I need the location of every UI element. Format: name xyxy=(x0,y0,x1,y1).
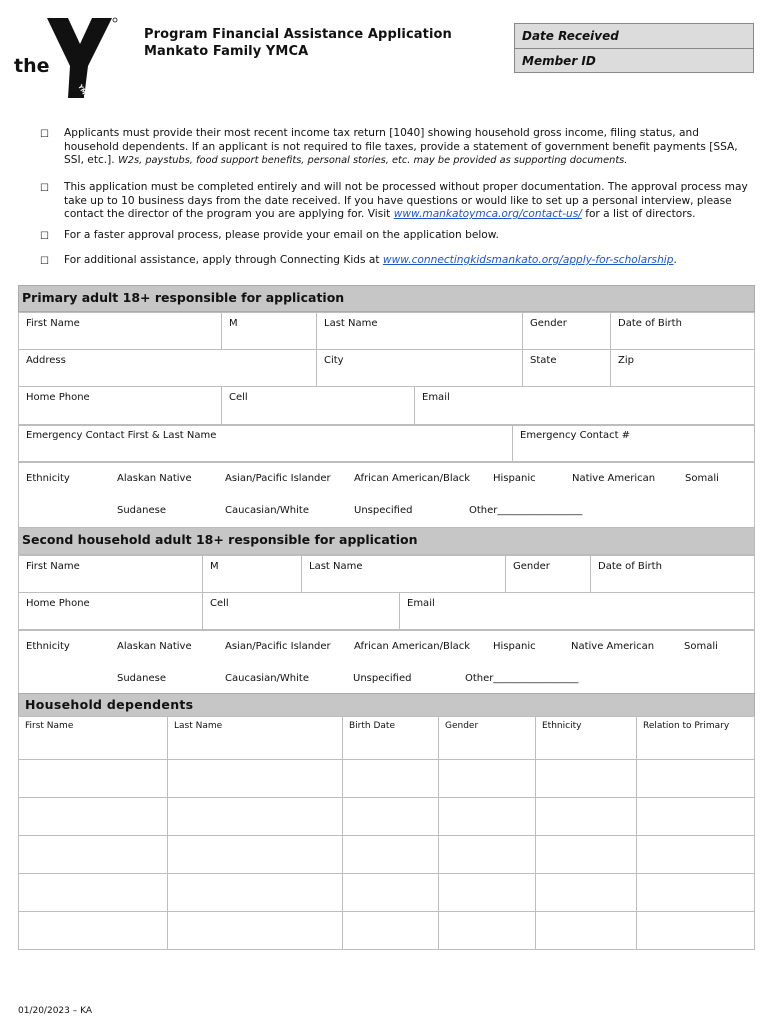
column-header: Ethnicity xyxy=(536,717,637,760)
primary-address[interactable]: Address xyxy=(19,350,317,387)
table-cell[interactable] xyxy=(168,836,343,874)
second-adult-heading: Second household adult 18+ responsible for application xyxy=(18,527,755,555)
instruction-1: ☐ Applicants must provide their most recent income tax return [1040] showing household gross income, filing status, and household dependents. If an applicant is not required to file taxes, provide a statement of government benefit payments [SSA, SSI, etc.]. W2s, paystubs, food support benefits, personal stories, etc. may be provided as supporting documents. xyxy=(40,127,738,167)
table-cell[interactable] xyxy=(637,836,755,874)
svg-text:the: the xyxy=(14,55,50,77)
form-title-block xyxy=(144,26,452,60)
table-cell[interactable] xyxy=(536,760,637,798)
primary-zip[interactable]: Zip xyxy=(611,350,755,387)
page-title: Program Financial Assistance Application xyxy=(144,27,452,42)
ethnicity-option[interactable]: Somali xyxy=(684,641,718,652)
ethnicity-option[interactable]: Alaskan Native xyxy=(117,473,192,484)
ethnicity-label: Ethnicity xyxy=(26,641,70,652)
ethnicity-option[interactable]: Unspecified xyxy=(353,673,412,684)
page-subtitle: Mankato Family YMCA xyxy=(144,44,309,59)
table-cell[interactable] xyxy=(343,760,439,798)
primary-emergency-row xyxy=(18,424,755,463)
ethnicity-option[interactable]: Caucasian/White xyxy=(225,673,309,684)
second-gender[interactable]: Gender xyxy=(506,556,591,593)
table-cell[interactable] xyxy=(343,836,439,874)
office-use-box xyxy=(514,23,754,73)
column-header: First Name xyxy=(19,717,168,760)
primary-adult-heading: Primary adult 18+ responsible for application xyxy=(18,285,755,312)
table-cell[interactable] xyxy=(343,798,439,836)
table-cell[interactable] xyxy=(637,874,755,912)
instruction-3: ☐ For a faster approval process, please provide your email on the application below. xyxy=(40,229,499,242)
table-row[interactable] xyxy=(19,798,755,836)
table-cell[interactable] xyxy=(637,798,755,836)
emergency-contact-number[interactable]: Emergency Contact # xyxy=(513,425,755,463)
primary-first-name[interactable]: First Name xyxy=(19,313,222,350)
table-cell[interactable] xyxy=(19,760,168,798)
ethnicity-option[interactable]: African American/Black xyxy=(354,641,471,652)
second-home-phone[interactable]: Home Phone xyxy=(19,593,203,631)
table-cell[interactable] xyxy=(19,874,168,912)
column-header: Birth Date xyxy=(343,717,439,760)
primary-adult-fields xyxy=(18,312,755,350)
table-header-row xyxy=(19,717,755,760)
checkbox-icon[interactable]: ☐ xyxy=(40,256,49,267)
table-cell[interactable] xyxy=(536,798,637,836)
table-cell[interactable] xyxy=(536,836,637,874)
table-cell[interactable] xyxy=(439,912,536,950)
ethnicity-label: Ethnicity xyxy=(26,473,70,484)
second-dob[interactable]: Date of Birth xyxy=(591,556,755,593)
table-cell[interactable] xyxy=(637,760,755,798)
primary-phone-row xyxy=(18,386,755,426)
primary-email[interactable]: Email xyxy=(415,387,755,426)
ethnicity-option[interactable]: Sudanese xyxy=(117,505,167,516)
table-cell[interactable] xyxy=(439,874,536,912)
contact-link[interactable]: www.mankatoymca.org/contact-us/ xyxy=(393,208,582,221)
dependents-heading: Household dependents xyxy=(18,693,755,717)
ethnicity-option[interactable]: Caucasian/White xyxy=(225,505,309,516)
second-last-name[interactable]: Last Name xyxy=(302,556,506,593)
primary-last-name[interactable]: Last Name xyxy=(317,313,523,350)
table-cell[interactable] xyxy=(19,836,168,874)
table-cell[interactable] xyxy=(168,874,343,912)
instruction-4: ☐ For additional assistance, apply through Connecting Kids at www.connectingkidsmankato.org/apply-for-scholarship. xyxy=(40,254,677,267)
svg-text:YMCA: YMCA xyxy=(76,83,93,100)
ethnicity-option[interactable]: Asian/Pacific Islander xyxy=(225,641,331,652)
ethnicity-option[interactable]: Unspecified xyxy=(354,505,413,516)
ethnicity-option[interactable]: Hispanic xyxy=(493,641,536,652)
primary-dob[interactable]: Date of Birth xyxy=(611,313,755,350)
member-id-field[interactable]: Member ID xyxy=(515,48,753,72)
table-cell[interactable] xyxy=(19,798,168,836)
ethnicity-option[interactable]: Asian/Pacific Islander xyxy=(225,473,331,484)
primary-gender[interactable]: Gender xyxy=(523,313,611,350)
ethnicity-option[interactable]: African American/Black xyxy=(354,473,471,484)
table-cell[interactable] xyxy=(168,912,343,950)
second-first-name[interactable]: First Name xyxy=(19,556,203,593)
instruction-2: ☐ This application must be completed entirely and will not be processed without proper documentation. The approval process may take up to 10 business days from the date received. If you have questions or would like to set up a personal interview, please contact the director of the program you are applying for. Visit www.mankatoymca.org/contact-us/ for a list of directors. xyxy=(40,181,748,221)
second-ethnicity xyxy=(18,629,755,694)
table-row[interactable] xyxy=(19,912,755,950)
second-phone-row xyxy=(18,592,755,631)
checkbox-icon[interactable]: ☐ xyxy=(40,129,49,140)
emergency-contact-name[interactable]: Emergency Contact First & Last Name xyxy=(19,425,513,463)
ethnicity-option[interactable]: Somali xyxy=(685,473,719,484)
second-cell[interactable]: Cell xyxy=(203,593,400,631)
table-cell[interactable] xyxy=(343,912,439,950)
ethnicity-option[interactable]: Hispanic xyxy=(493,473,536,484)
table-cell[interactable] xyxy=(168,760,343,798)
table-row[interactable] xyxy=(19,760,755,798)
ethnicity-option[interactable]: Sudanese xyxy=(117,673,167,684)
primary-cell[interactable]: Cell xyxy=(222,387,415,426)
connecting-kids-link[interactable]: www.connectingkidsmankato.org/apply-for-scholarship xyxy=(382,254,674,266)
date-received-field[interactable]: Date Received xyxy=(522,29,619,43)
primary-ethnicity xyxy=(18,461,755,528)
table-cell[interactable] xyxy=(168,798,343,836)
second-email[interactable]: Email xyxy=(400,593,755,631)
dependents-table xyxy=(18,716,755,950)
column-header: Relation to Primary xyxy=(637,717,755,760)
ymca-logo xyxy=(14,14,126,100)
ethnicity-option[interactable]: Native American xyxy=(571,641,655,652)
primary-state[interactable]: State xyxy=(523,350,611,387)
table-cell[interactable] xyxy=(637,912,755,950)
column-header: Last Name xyxy=(168,717,343,760)
checkbox-icon[interactable]: ☐ xyxy=(40,183,49,194)
ethnicity-other[interactable]: Other_________________ xyxy=(469,505,583,516)
checkbox-icon[interactable]: ☐ xyxy=(40,231,49,242)
table-row[interactable] xyxy=(19,874,755,912)
primary-middle[interactable]: M xyxy=(222,313,317,350)
table-row[interactable] xyxy=(19,836,755,874)
table-cell[interactable] xyxy=(536,874,637,912)
footer-date: 01/20/2023 – KA xyxy=(18,1006,92,1016)
table-cell[interactable] xyxy=(439,760,536,798)
second-adult-fields xyxy=(18,555,755,593)
ethnicity-other[interactable]: Other_________________ xyxy=(465,673,579,684)
primary-address-row xyxy=(18,349,755,387)
primary-home-phone[interactable]: Home Phone xyxy=(19,387,222,426)
table-cell[interactable] xyxy=(536,912,637,950)
table-cell[interactable] xyxy=(343,874,439,912)
table-cell[interactable] xyxy=(19,912,168,950)
ethnicity-option[interactable]: Native American xyxy=(572,473,656,484)
table-cell[interactable] xyxy=(439,836,536,874)
ethnicity-option[interactable]: Alaskan Native xyxy=(117,641,192,652)
table-cell[interactable] xyxy=(439,798,536,836)
second-middle[interactable]: M xyxy=(203,556,302,593)
primary-city[interactable]: City xyxy=(317,350,523,387)
column-header: Gender xyxy=(439,717,536,760)
